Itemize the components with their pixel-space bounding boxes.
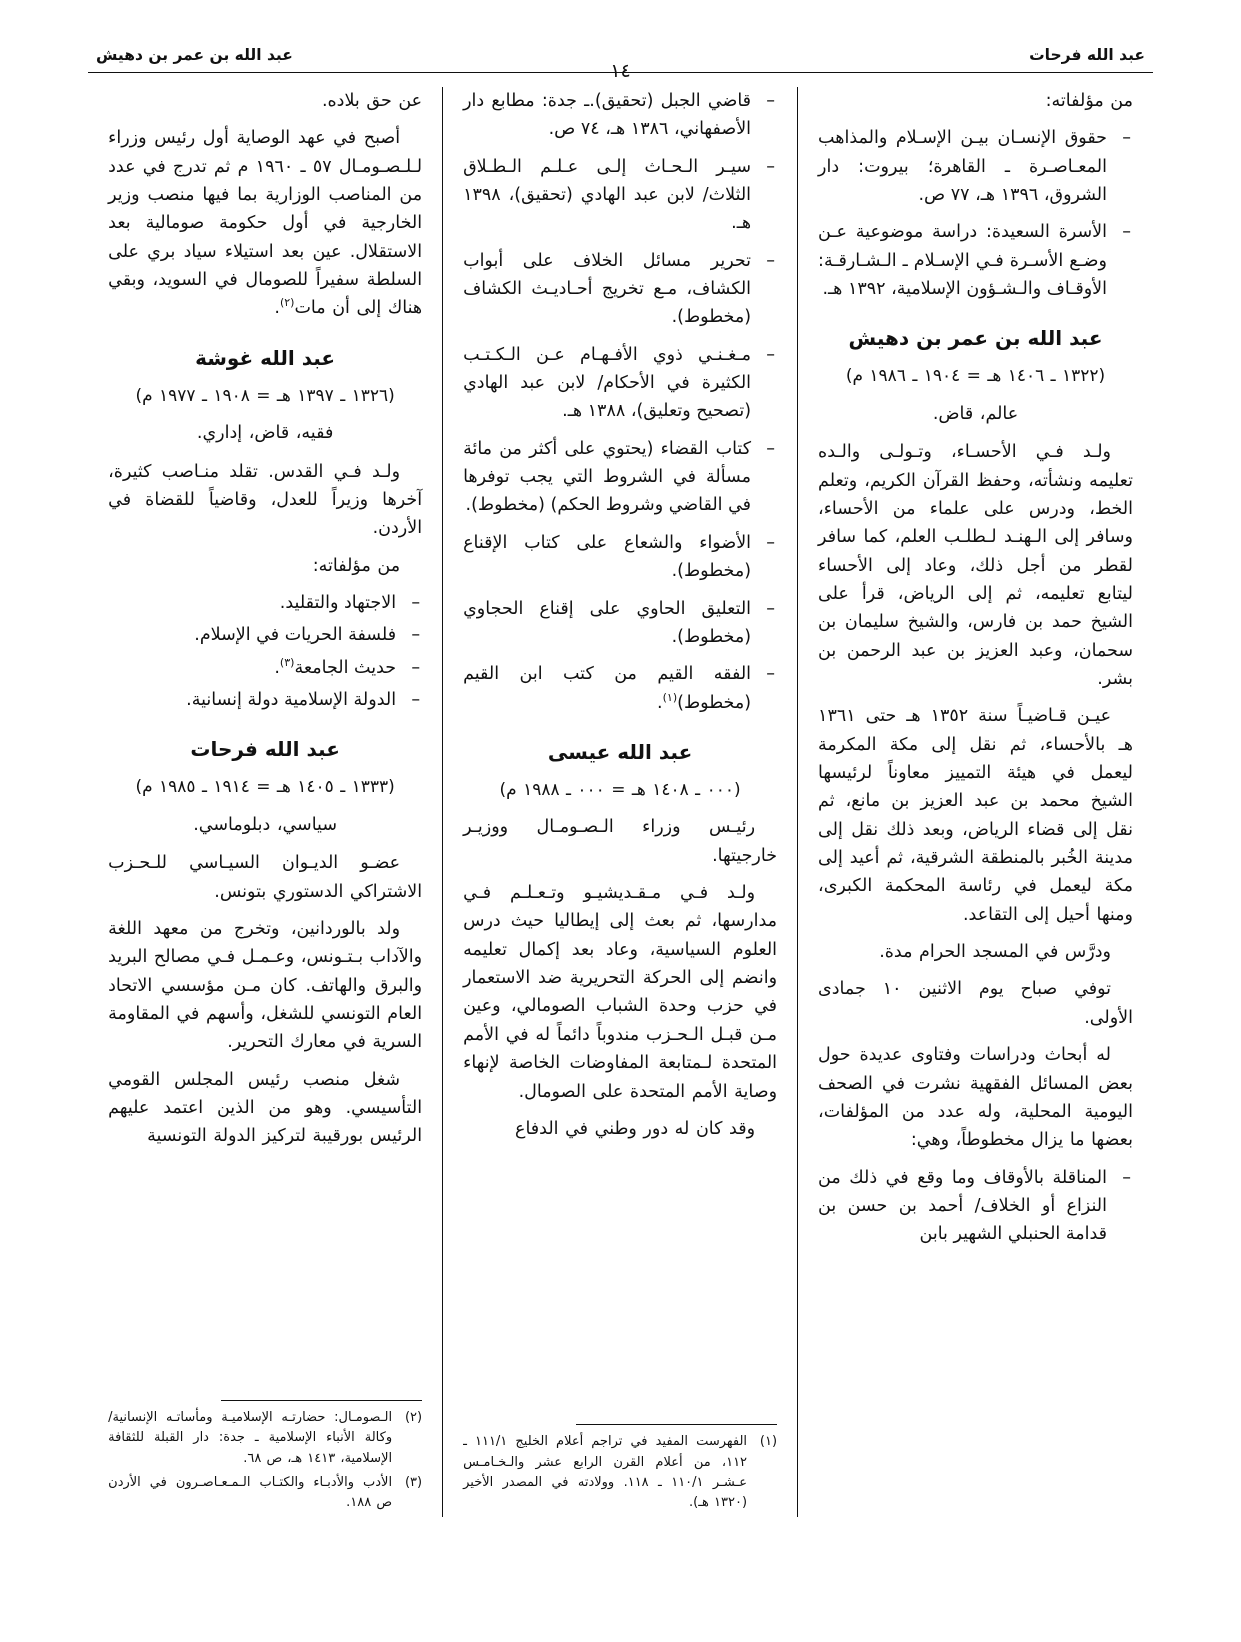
entry-role: سياسي، دبلوماسي. [193, 814, 337, 835]
footnote [108, 1473, 422, 1513]
list-item: – حديث الجامعة$^{(٣)}$. [108, 654, 422, 682]
list-item: – الفقه القيم من كتب ابن القيم (مخطوط)$^{(١)}$. [463, 660, 777, 717]
header-right-title: عبد الله بن عمر بن دهيش [96, 46, 293, 64]
paragraph: من مؤلفاته: [312, 555, 401, 576]
footnote-rule [221, 1400, 422, 1401]
footnote-text: الأدب والأدبـاء والكتـاب الـمـعـاصـرون في الأردن ص ١٨٨. [108, 1474, 393, 1510]
footnotes [463, 1418, 777, 1517]
list-item: – الاجتهاد والتقليد. [108, 589, 422, 617]
list-item: – سيـر الـحـاث إلـى عـلـم الـطـلاق الثلاث/ لابن عبد الهادي (تحقيق)، ١٣٩٨ هـ. [463, 153, 777, 238]
header-left-title: عبد الله فرحات [1029, 46, 1145, 64]
paragraph: أصبح في عهد الوصاية أول رئيس وزراء لـلـصـومـال ٥٧ ـ ١٩٦٠ م ثم تدرج في عدد من المناصب الوزارية بما فيها منصب وزير الخارجية في أول حكومة صومالية بعد الاستقلال. عين بعد استيلاء سياد بري على السلطة سفيراً للصومال في السويد، وبقي هناك إلى أن مات$^{(٢)}$. [108, 128, 423, 319]
column-middle [443, 87, 798, 1517]
paragraph: ولـد فـي القدس. تقلد منـاصب كثيرة، آخرها وزيراً للعدل، وقاضياً للقضاة في الأردن. [108, 461, 423, 539]
works-list [108, 589, 422, 714]
paragraph: توفي صباح يوم الاثنين ١٠ جمادى الأولى. [818, 979, 1133, 1028]
works-list-continued [463, 87, 777, 717]
paragraph: عضـو الديـوان السيـاسي للـحـزب الاشتراكي الدستوري بتونس. [108, 853, 423, 902]
column-right [798, 87, 1153, 1517]
footnote [108, 1408, 422, 1468]
list-item: – المناقلة بالأوقاف وما وقع في ذلك من النزاع أو الخلاف/ أحمد بن حسن بن قدامة الحنبلي الشهير بابن [818, 1164, 1133, 1249]
list-item: – فلسفة الحريات في الإسلام. [108, 621, 422, 649]
column-left [88, 87, 443, 1517]
entry-title: عبد الله فرحات [190, 737, 340, 762]
entry-title: عبد الله بن عمر بن دهيش [848, 326, 1103, 351]
entry-title: عبد الله عيسى [547, 739, 693, 764]
paragraph: ولـد فـي مـقـديشيـو وتـعـلـم فـي مدارسها، ثم بعث إلى إيطاليا حيث درس العلوم السياسية، وعاد بعد إكمال تعليمه وانضم إلى الحركة التحريرية ضد الاستعمار في حزب وحدة الشباب الصومالي، وعين مـن قبـل الـحـزب مندوباً دائماً له في الأمم المتحدة لـمتابعة المفاوضات الخاصة لإنهاء وصاية الأمم المتحدة على الصومال. [463, 883, 778, 1102]
entry-role: عالم، قاض. [932, 403, 1019, 424]
entry-dates: (١٣٢٢ ـ ١٤٠٦ هـ = ١٩٠٤ ـ ١٩٨٦ م) [845, 366, 1106, 387]
footnote-rule [576, 1424, 777, 1425]
paragraph: شغل منصب رئيس المجلس القومي التأسيسي. وهو من الذين اعتمد عليهم الرئيس بورقيبة لتركيز الدولة التونسية [108, 1069, 423, 1147]
footnote-text: الفهرست المفيد في تراجم أعلام الخليج ١١١/١ ـ ١١٢، من أعلام القرن الرابع عشر والـخـامـس عـشـر ١١٠/١ ـ ١١٨. وولادته في المصدر الأخير (١٣٢٠ هـ). [463, 1434, 748, 1510]
works-list [818, 124, 1133, 303]
list-item: – حقوق الإنسـان بيـن الإسـلام والمذاهب المعـاصـرة ـ القاهرة؛ بيروت: دار الشروق، ١٣٩٦ هـ، ٧٧ ص. [818, 124, 1133, 209]
paragraph: من مؤلفاته: [1045, 91, 1133, 111]
footnote-number: (١) [759, 1434, 778, 1450]
list-item: – التعليق الحاوي على إقناع الحجاوي (مخطوط). [463, 595, 777, 652]
paragraph: عن حق بلاده. [321, 91, 423, 111]
footnotes [108, 1394, 422, 1517]
column-middle-body [463, 87, 777, 1418]
entry-title: عبد الله غوشة [195, 345, 336, 370]
list-item: – كتاب القضاء (يحتوي على أكثر من مائة مسألة في الشروط التي يجب توفرها في القاضي وشروط الحكم) (مخطوط). [463, 435, 777, 520]
paragraph: وقد كان له دور وطني في الدفاع [515, 1118, 756, 1139]
paragraph: له أبحاث ودراسات وفتاوى عديدة حول بعض المسائل الفقهية نشرت في الصحف اليومية المحلية، وله عدد من المؤلفات، بعضها ما يزال مخطوطاً، وهي: [818, 1045, 1133, 1151]
entry-dates: (١٣٢٦ ـ ١٣٩٧ هـ = ١٩٠٨ ـ ١٩٧٧ م) [135, 385, 395, 406]
footnote [463, 1432, 777, 1513]
column-layout [88, 87, 1153, 1517]
paragraph: ولـد فـي الأحسـاء، وتـولـى والـده تعليمه ونشأته، وحفظ القرآن الكريم، وتعلم الخط، ودرس على علماء من الأحساء، وسافر إلى الـهنـد لـطلـب العلم، كما سافر لقطر من أجل ذلك، وعاد إلى الأحساء ليتابع تعليمه، ثم إلى الرياض، قرأ على الشيخ حمد بن فارس، والشيخ سليمان بن سحمان، وعبد العزيز بن عبد الرحمن بن بشر. [818, 442, 1133, 690]
list-item: – الدولة الإسلامية دولة إنسانية. [108, 686, 422, 714]
list-item: – قاضي الجبل (تحقيق).ـ جدة: مطابع دار الأصفهاني، ١٣٨٦ هـ، ٧٤ ص. [463, 87, 777, 144]
footnote-text: الـصومـال: حضارتـه الإسلاميـة ومأساتـه الإنسانية/وكالة الأنباء الإسلامية ـ جدة: دار القبلة للثقافة الإسلامية، ١٤١٣ هـ، ص ٦٨. [108, 1410, 393, 1466]
footnote-number: (٢) [404, 1410, 423, 1426]
entry-dates: (١٣٣٣ ـ ١٤٠٥ هـ = ١٩١٤ ـ ١٩٨٥ م) [135, 777, 395, 798]
list-item: – تحرير مسائل الخلاف على أبواب الكشاف، مـع تخريج أحـاديـث الكشاف (مخطوط). [463, 247, 777, 332]
column-right-body [818, 87, 1133, 1517]
footnote-number: (٣) [404, 1474, 423, 1490]
list-item: – الأسرة السعيدة: دراسة موضوعية عـن وضـع الأسـرة فـي الإسـلام ـ الـشـارقـة: الأوقـاف والـشـؤون الإسلامية، ١٣٩٢ هـ. [818, 218, 1133, 303]
paragraph: ولد بالوردانين، وتخرج من معهد اللغة والآداب بـتـونس، وعـمـل فـي مصالح البريد والبرق والهاتف. كان مـن مؤسسي الاتحاد العام التونسي للشغل، وأسهم في المقاومة السرية في معارك التحرير. [108, 918, 423, 1053]
column-left-body [108, 87, 422, 1394]
list-item: – الأضواء والشعاع على كتاب الإقناع (مخطوط). [463, 529, 777, 586]
paragraph: رئيـس وزراء الـصـومـال ووزيـر خارجيتها. [463, 817, 778, 866]
paragraph: ودرَّس في المسجد الحرام مدة. [879, 942, 1111, 963]
paragraph: عيـن قـاضيـاً سنة ١٣٥٢ هـ حتى ١٣٦١ هـ بالأحساء، ثم نقل إلى مكة المكرمة ليعمل في هيئة التمييز معاوناً لرئيسها الشيخ محمد بن عبد العزيز بن مانع، ثم نقل إلى قضاء الرياض، وبعد ذلك نقل إلى مدينة الخُبر بالمنطقة الشرقية، ثم أعيد إلى مكة ليعمل في رئاسة المحكمة الكبرى، ومنها أحيل إلى التقاعد. [818, 706, 1133, 925]
entry-role: فقيه، قاض، إداري. [196, 423, 334, 444]
works-list [818, 1164, 1133, 1249]
entry-dates: (٠٠٠ ـ ١٤٠٨ هـ = ٠٠٠ ـ ١٩٨٨ م) [499, 779, 741, 800]
page-number: ١٤ [610, 60, 631, 82]
list-item: – مـغـنـي ذوي الأفـهـام عـن الـكـتـب الكثيرة في الأحكام/ لابن عبد الهادي (تصحيح وتعليق)، ١٣٨٨ هـ. [463, 341, 777, 426]
